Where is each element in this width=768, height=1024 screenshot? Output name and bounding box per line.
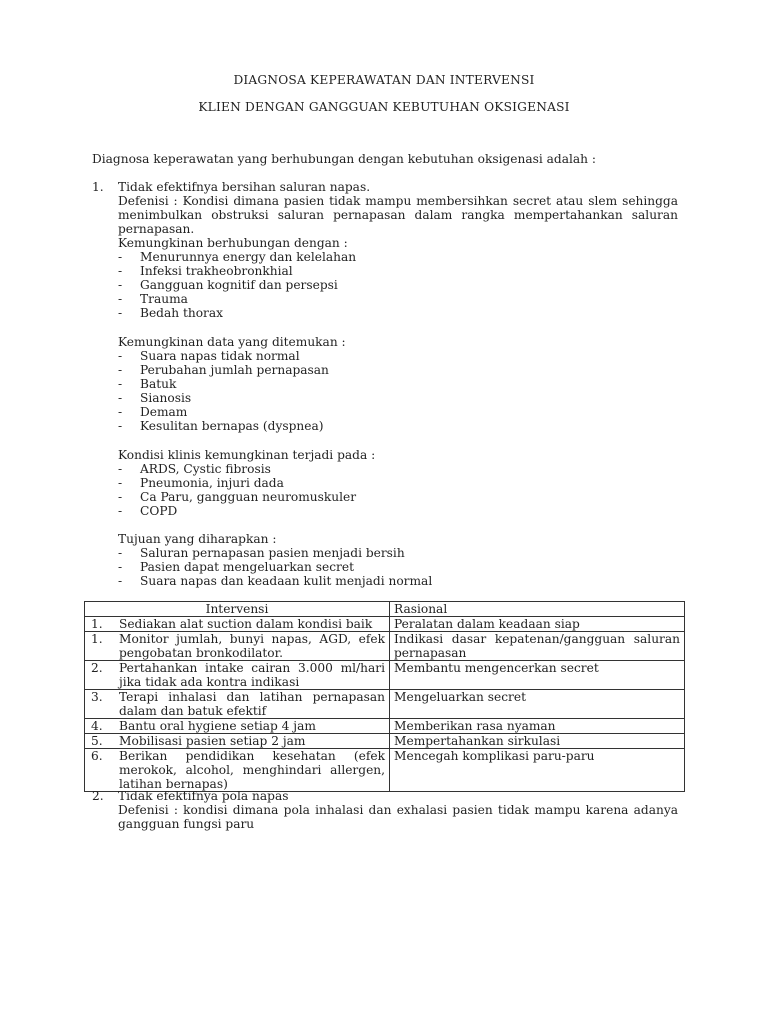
rationale-text: pernapasan xyxy=(394,646,467,660)
rationale-text: Membantu mengencerkan secret xyxy=(394,661,599,675)
diagnosis-2-definition-line2: gangguan fungsi paru xyxy=(118,817,255,831)
list-item: - Suara napas tidak normal xyxy=(118,349,678,363)
list-item: - Pasien dapat mengeluarkan secret xyxy=(118,560,678,574)
diagnosis-2-definition-line1: Defenisi : kondisi dimana pola inhalasi dan exhalasi pasien tidak mampu karena adanya xyxy=(118,803,678,817)
intervention-cell xyxy=(85,632,390,661)
header-intervention: Intervensi xyxy=(85,602,390,617)
list-item: - Sianosis xyxy=(118,391,678,405)
list-item: - Menurunnya energy dan kelelahan xyxy=(118,250,678,264)
diagnosis-1-title: Tidak efektifnya bersihan saluran napas. xyxy=(118,180,371,194)
rationale-text: Memberikan rasa nyaman xyxy=(394,719,556,733)
list-item: - Pneumonia, injuri dada xyxy=(118,476,678,490)
table-row xyxy=(85,719,685,734)
table-row xyxy=(85,690,685,719)
intervention-cell xyxy=(85,661,390,690)
rationale-cell xyxy=(390,617,685,632)
list-item: - Saluran pernapasan pasien menjadi bersih xyxy=(118,546,678,560)
diagnosis-1-definition-line3: pernapasan. xyxy=(118,222,195,236)
document-title-line1: DIAGNOSA KEPERAWATAN DAN INTERVENSI xyxy=(233,73,535,87)
rationale-cell xyxy=(390,690,685,719)
diagnosis-1-section xyxy=(118,180,678,320)
list-item: - COPD xyxy=(118,504,678,518)
rationale-text: Mempertahankan sirkulasi xyxy=(394,734,561,748)
goals-section xyxy=(118,532,678,588)
intervention-text: Berikan pendidikan kesehatan (efek xyxy=(119,749,385,763)
intervention-text: Pertahankan intake cairan 3.000 ml/hari xyxy=(119,661,385,675)
clinical-section xyxy=(118,448,678,518)
intervention-text: Sediakan alat suction dalam kondisi baik xyxy=(119,617,373,631)
intro-text: Diagnosa keperawatan yang berhubungan dengan kebutuhan oksigenasi adalah : xyxy=(92,152,596,166)
causes-list xyxy=(118,250,678,320)
table-row xyxy=(85,632,685,661)
list-item: - Suara napas dan keadaan kulit menjadi normal xyxy=(118,574,678,588)
row-number: 1. xyxy=(91,632,103,646)
diagnosis-1-definition-line2: menimbulkan obstruksi saluran pernapasan dalam rangka mempertahankan saluran xyxy=(118,208,678,222)
list-item: - Trauma xyxy=(118,292,678,306)
list-item: - Infeksi trakheobronkhial xyxy=(118,264,678,278)
rationale-text: Mengeluarkan secret xyxy=(394,690,526,704)
rationale-cell xyxy=(390,749,685,792)
intervention-text: latihan bernapas) xyxy=(119,777,228,791)
intervention-text: Bantu oral hygiene setiap 4 jam xyxy=(119,719,316,733)
intervention-text: Monitor jumlah, bunyi napas, AGD, efek xyxy=(119,632,385,646)
intervention-cell xyxy=(85,617,390,632)
intervention-cell xyxy=(85,719,390,734)
rationale-cell xyxy=(390,632,685,661)
diagnosis-1-number: 1. xyxy=(92,180,104,194)
table-row xyxy=(85,617,685,632)
goals-heading: Tujuan yang diharapkan : xyxy=(118,532,277,546)
diagnosis-1-definition-line1: Defenisi : Kondisi dimana pasien tidak mampu membersihkan secret atau slem sehingga xyxy=(118,194,678,208)
causes-heading: Kemungkinan berhubungan dengan : xyxy=(118,236,348,250)
row-number: 2. xyxy=(91,661,103,675)
rationale-cell xyxy=(390,734,685,749)
intervention-text: merokok, alcohol, menghindari allergen, xyxy=(119,763,385,777)
list-item: - Bedah thorax xyxy=(118,306,678,320)
rationale-cell xyxy=(390,661,685,690)
intervention-table xyxy=(84,601,685,792)
document-title-line2: KLIEN DENGAN GANGGUAN KEBUTUHAN OKSIGENASI xyxy=(198,100,570,114)
intervention-text: Mobilisasi pasien setiap 2 jam xyxy=(119,734,306,748)
table-row xyxy=(85,734,685,749)
rationale-text: Indikasi dasar kepatenan/gangguan saluran xyxy=(394,632,680,646)
diagnosis-2-title: Tidak efektifnya pola napas xyxy=(118,789,289,803)
clinical-heading: Kondisi klinis kemungkinan terjadi pada : xyxy=(118,448,376,462)
list-item: - Batuk xyxy=(118,377,678,391)
clinical-list xyxy=(118,462,678,518)
findings-heading: Kemungkinan data yang ditemukan : xyxy=(118,335,346,349)
table-header-row xyxy=(85,602,685,617)
rationale-cell xyxy=(390,719,685,734)
list-item: - Demam xyxy=(118,405,678,419)
row-number: 5. xyxy=(91,734,103,748)
rationale-text: Peralatan dalam keadaan siap xyxy=(394,617,580,631)
findings-list xyxy=(118,349,678,433)
table-row xyxy=(85,749,685,792)
intervention-text: pengobatan bronkodilator. xyxy=(119,646,283,660)
row-number: 3. xyxy=(91,690,103,704)
list-item: - Kesulitan bernapas (dyspnea) xyxy=(118,419,678,433)
table-row xyxy=(85,661,685,690)
intervention-cell xyxy=(85,690,390,719)
row-number: 1. xyxy=(91,617,103,631)
header-rationale: Rasional xyxy=(390,602,685,617)
list-item: - ARDS, Cystic fibrosis xyxy=(118,462,678,476)
list-item: - Perubahan jumlah pernapasan xyxy=(118,363,678,377)
row-number: 6. xyxy=(91,749,103,763)
diagnosis-2-section xyxy=(118,789,678,831)
findings-section xyxy=(118,335,678,433)
intervention-text: Terapi inhalasi dan latihan pernapasan xyxy=(119,690,385,704)
list-item: - Ca Paru, gangguan neuromuskuler xyxy=(118,490,678,504)
intervention-cell xyxy=(85,749,390,792)
diagnosis-2-number: 2. xyxy=(92,789,104,803)
intervention-text: jika tidak ada kontra indikasi xyxy=(119,675,300,689)
row-number: 4. xyxy=(91,719,103,733)
rationale-text: Mencegah komplikasi paru-paru xyxy=(394,749,595,763)
intervention-cell xyxy=(85,734,390,749)
intervention-text: dalam dan batuk efektif xyxy=(119,704,267,718)
list-item: - Gangguan kognitif dan persepsi xyxy=(118,278,678,292)
goals-list xyxy=(118,546,678,588)
